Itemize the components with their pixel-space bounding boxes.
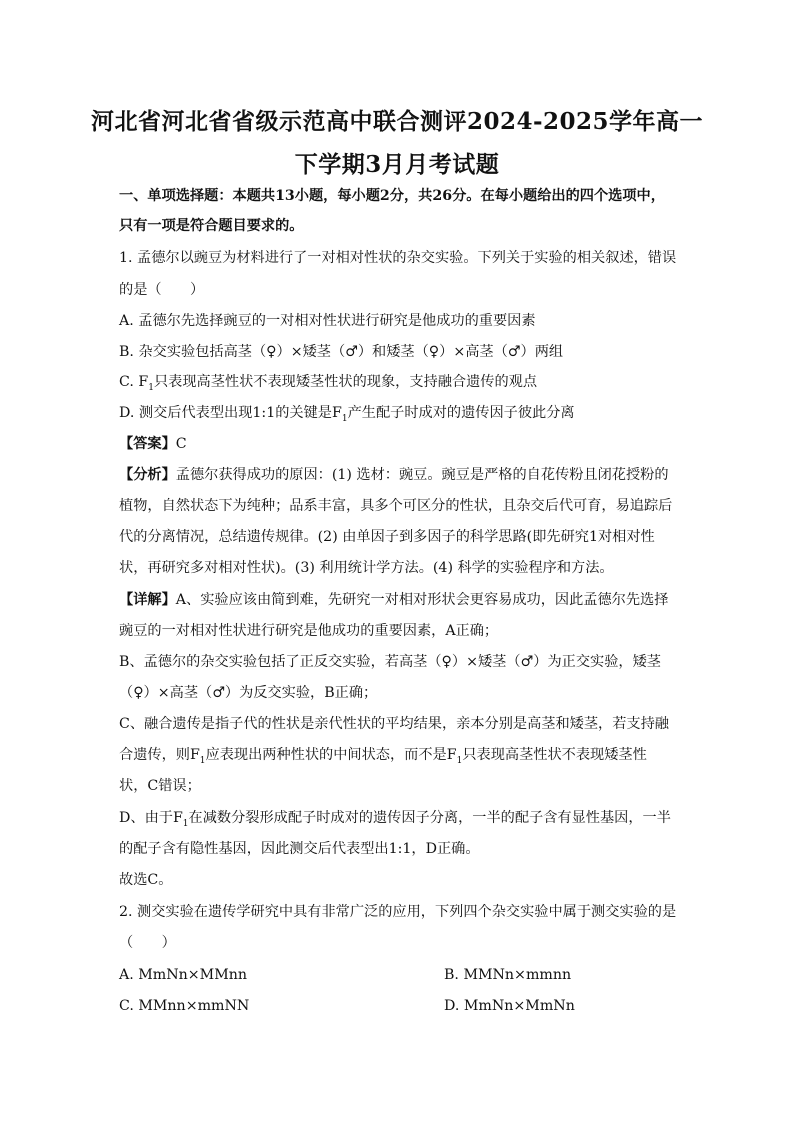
- detail-d-l1-suffix: 在减数分裂形成配子时成对的遗传因子分离，一半的配子含有显性基因，一半: [188, 810, 671, 826]
- analysis-text-1: 孟德尔获得成功的原因：(1) 选材：豌豆。豌豆是严格的自花传粉且闭花授粉的: [175, 467, 669, 483]
- q1-answer: [119, 434, 679, 454]
- q1-detail-c-line-1: C、融合遗传是指子代的性状是亲代性状的平均结果，亲本分别是高茎和矮茎，若支持融: [119, 716, 669, 732]
- q1-conclusion: 故选C。: [119, 872, 173, 888]
- q1-option-c-prefix: C. F: [119, 374, 149, 390]
- q2-option-a: A. MmNn×MMnn: [119, 967, 248, 983]
- q1-detail-a-line-2: 豌豆的一对相对性状进行研究是他成功的重要因素，A正确；: [119, 623, 499, 639]
- q1-detail-b-line-1: B、孟德尔的杂交实验包括了正反交实验，若高茎（♀）×矮茎（♂）为正交实验，矮茎: [119, 654, 661, 670]
- q1-option-a: A. 孟德尔先选择豌豆的一对相对性状进行研究是他成功的重要因素: [119, 313, 536, 329]
- detail-c-l2-suffix: 只表现高茎性状不表现矮茎性: [462, 747, 647, 763]
- exam-title-line-2: 下学期3月月考试题: [294, 151, 500, 178]
- q2-option-b: B. MMNn×mmnn: [444, 967, 572, 983]
- answer-value: C: [175, 436, 187, 452]
- section-heading-line-2: 只有一项是符合题目要求的。: [119, 218, 304, 234]
- q1-analysis-line-4: 状，再研究多对相对性状)。(3) 利用统计学方法。(4) 科学的实验程序和方法。: [119, 560, 614, 576]
- q1-detail-b-line-2: （♀）×高茎（♂）为反交实验，B正确；: [119, 685, 378, 701]
- q1-analysis-line-3: 代的分离情况，总结遗传规律。(2) 由单因子到多因子的科学思路(即先研究1对相对性: [119, 529, 655, 545]
- q2-option-c: C. MMnn×mmNN: [119, 998, 250, 1014]
- detail-d-l1-prefix: D、由于F: [119, 810, 183, 826]
- exam-title-line-1: 河北省河北省省级示范高中联合测评2024-2025学年高一: [90, 108, 704, 135]
- q1-detail-a-line-1: [119, 590, 679, 610]
- q1-option-c-text: 只表现高茎性状不表现矮茎性状的现象，支持融合遗传的观点: [153, 374, 538, 390]
- q1-stem-line-2: 的是（ ）: [119, 282, 205, 298]
- q1-detail-d-line-2: 的配子含有隐性基因，因此测交后代表型出1:1，D正确。: [119, 841, 480, 857]
- q1-option-c: [119, 372, 679, 392]
- q1-detail-d-line-1: [119, 808, 679, 828]
- q1-option-b: B. 杂交实验包括高茎（♀）×矮茎（♂）和矮茎（♀）×高茎（♂）两组: [119, 344, 564, 360]
- detail-c-l2-prefix: 合遗传，则F: [119, 747, 200, 763]
- q1-option-c-subscript: 1: [148, 382, 154, 393]
- detail-a-text-1: A、实验应该由简到难，先研究一对相对形状会更容易成功，因此孟德尔先选择: [175, 592, 669, 608]
- detail-d-l1-subscript: 1: [182, 818, 189, 829]
- q1-detail-c-line-3: 状，C错误；: [119, 778, 201, 794]
- detail-c-l2-middle: 应表现出两种性状的中间状态，而不是F: [205, 747, 457, 763]
- detail-c-l2-subscript-2: 1: [456, 755, 463, 766]
- q1-analysis-line-1: [119, 465, 679, 485]
- answer-label: 【答案】: [119, 436, 176, 452]
- q1-option-d: [119, 403, 679, 423]
- q1-detail-c-line-2: [119, 745, 679, 765]
- q1-stem-line-1: 1. 孟德尔以豌豆为材料进行了一对相对性状的杂交实验。下列关于实验的相关叙述，错误: [119, 250, 677, 266]
- detail-label: 【详解】: [119, 592, 176, 608]
- q2-stem-line-1: 2. 测交实验在遗传学研究中具有非常广泛的应用，下列四个杂交实验中属于测交实验的是: [119, 904, 677, 920]
- q1-analysis-line-2: 植物，自然状态下为纯种；品系丰富，具多个可区分的性状，且杂交后代可育，易追踪后: [119, 498, 673, 514]
- q1-option-d-text: 产生配子时成对的遗传因子彼此分离: [347, 405, 575, 421]
- detail-c-l2-subscript: 1: [199, 755, 206, 766]
- q1-option-d-subscript: 1: [341, 413, 348, 424]
- q1-option-d-prefix: D. 测交后代表型出现1:1的关键是F: [119, 405, 342, 421]
- analysis-label: 【分析】: [119, 467, 176, 483]
- q2-stem-line-2: （ ）: [119, 935, 176, 951]
- section-heading-line-1: 一、单项选择题：本题共13小题，每小题2分，共26分。在每小题给出的四个选项中，: [119, 188, 665, 204]
- q2-option-d: D. MmNn×MmNn: [444, 998, 575, 1014]
